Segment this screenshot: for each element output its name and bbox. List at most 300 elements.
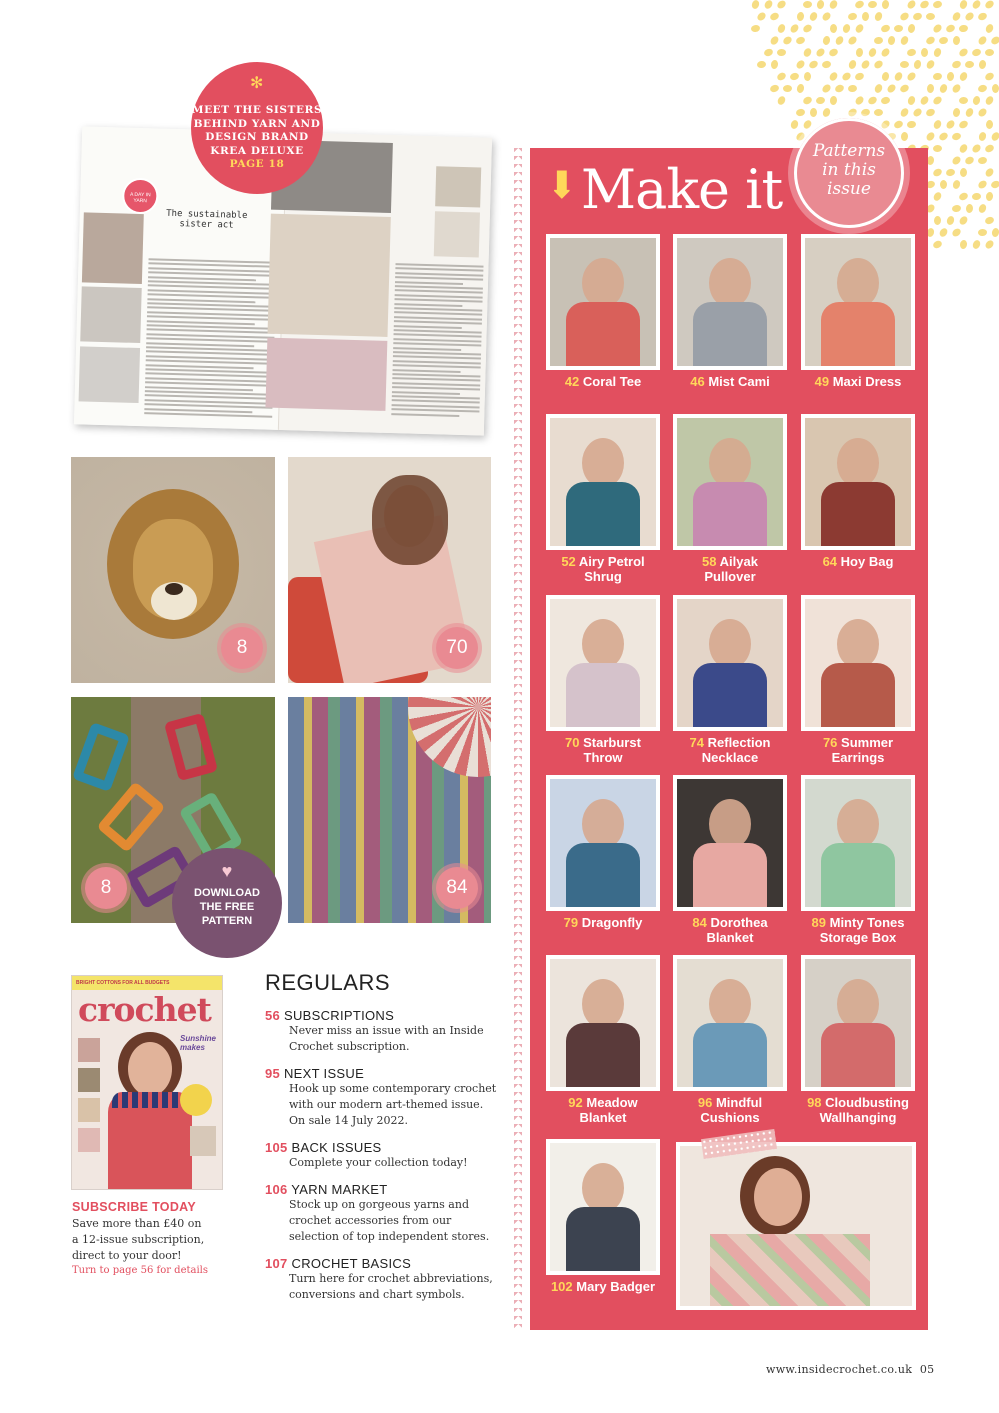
spread-title: The sustainable sister act <box>166 208 248 231</box>
regular-description-line: On sale 14 July 2022. <box>289 1114 409 1127</box>
dot <box>802 95 813 105</box>
dot <box>874 109 883 116</box>
regular-page-number: 105 <box>265 1140 288 1155</box>
dot <box>925 59 936 70</box>
text-line <box>394 325 462 329</box>
pattern-name: Dragonfly <box>581 915 643 930</box>
dot <box>952 107 961 117</box>
page-flower-badge: 8 <box>85 867 127 909</box>
badge-line: BEHIND YARN AND <box>193 117 321 130</box>
dot <box>810 108 818 117</box>
dot <box>971 143 982 154</box>
pattern-caption <box>546 374 660 389</box>
pattern-name: Ailyak <box>719 554 758 569</box>
dot <box>842 23 851 34</box>
pattern-page-number: 79 <box>563 915 579 930</box>
download-line: THE FREE <box>199 901 255 913</box>
dot <box>847 35 858 46</box>
regular-description-line: selection of top independent stores. <box>289 1230 490 1243</box>
dot <box>932 167 943 178</box>
dot <box>763 48 774 58</box>
pattern-card[interactable] <box>673 234 787 389</box>
pattern-photo <box>546 414 660 550</box>
pattern-photo <box>673 234 787 370</box>
text-line <box>393 347 461 351</box>
dot <box>907 120 917 128</box>
regulars-heading: REGULARS <box>265 970 391 995</box>
pattern-photo <box>546 1139 660 1275</box>
dot <box>991 227 999 237</box>
regular-name: NEXT ISSUE <box>283 1066 365 1081</box>
dot <box>951 60 962 70</box>
pattern-card[interactable] <box>801 955 915 1125</box>
dot <box>951 132 962 141</box>
regular-item[interactable] <box>265 1182 505 1245</box>
dot <box>821 60 831 69</box>
regular-description-line: crochet accessories from our <box>289 1214 452 1227</box>
dot <box>990 35 999 46</box>
dot <box>803 1 813 9</box>
dot <box>959 97 968 104</box>
dot <box>854 23 865 34</box>
subscribe-link[interactable]: Turn to page 56 for details <box>72 1265 209 1276</box>
regular-description <box>265 1081 505 1129</box>
pattern-name-line2: Pullover <box>704 569 756 584</box>
pattern-card[interactable] <box>801 234 915 389</box>
regular-name: YARN MARKET <box>291 1182 388 1197</box>
dot <box>802 23 813 34</box>
pattern-caption <box>801 1095 915 1125</box>
dot <box>899 11 910 22</box>
text-line <box>391 413 459 417</box>
dot <box>907 95 917 106</box>
cover-title: crochet <box>78 990 211 1029</box>
dot <box>874 11 884 22</box>
dot <box>777 49 787 57</box>
regular-description <box>265 1155 505 1171</box>
dot <box>933 47 943 58</box>
pattern-card[interactable] <box>546 595 660 765</box>
regular-page-number: 56 <box>265 1008 281 1023</box>
regular-item[interactable] <box>265 1066 505 1129</box>
pattern-page-number: 96 <box>697 1095 713 1110</box>
subscribe-line: direct to your door! <box>72 1249 182 1262</box>
dot <box>906 71 917 82</box>
regular-title <box>265 1066 505 1081</box>
pattern-card[interactable] <box>546 414 660 584</box>
text-line <box>395 281 463 285</box>
badge-line: KREA DELUXE <box>210 144 304 157</box>
dot <box>977 84 988 93</box>
dot <box>951 227 962 238</box>
dot <box>804 72 811 81</box>
dot <box>971 239 981 250</box>
regular-item[interactable] <box>265 1008 505 1055</box>
pattern-page-number: 70 <box>565 735 580 750</box>
pattern-card[interactable] <box>801 595 915 765</box>
dot <box>860 59 871 70</box>
dot <box>934 216 941 225</box>
pattern-card[interactable] <box>673 955 787 1125</box>
dot <box>985 192 993 202</box>
pattern-name: Starburst <box>583 735 641 750</box>
dot <box>770 60 778 70</box>
pattern-page-number: 58 <box>702 554 717 569</box>
pattern-card[interactable] <box>546 1139 660 1294</box>
dot <box>977 179 988 190</box>
basket-photo <box>434 211 480 257</box>
dot <box>958 47 969 58</box>
pattern-photo <box>673 414 787 550</box>
regular-title <box>265 1256 505 1271</box>
dot <box>925 35 936 45</box>
dot <box>763 0 774 10</box>
dot <box>932 239 943 249</box>
pattern-card[interactable] <box>801 775 915 945</box>
dot <box>958 71 968 82</box>
dot <box>964 155 975 165</box>
subscribe-line: Save more than £40 on <box>72 1217 202 1230</box>
text-line <box>395 268 483 272</box>
dot <box>880 24 891 34</box>
dot <box>841 71 852 82</box>
dot <box>932 119 942 130</box>
dot <box>938 131 949 142</box>
pattern-name: Mist Cami <box>708 374 770 389</box>
lion-photo[interactable] <box>71 457 275 683</box>
pattern-name: Mindful <box>715 1095 763 1110</box>
pattern-caption <box>546 1279 660 1294</box>
dot <box>751 0 760 10</box>
dot <box>848 84 858 92</box>
pattern-photo <box>673 955 787 1091</box>
dot <box>984 23 994 34</box>
dot <box>919 0 930 10</box>
dot <box>964 11 975 22</box>
dot <box>990 180 999 190</box>
dot <box>881 71 890 81</box>
pattern-name-line2: Wallhanging <box>819 1110 897 1125</box>
dot <box>802 119 813 130</box>
dot <box>821 83 832 94</box>
page-flower-badge: 8 <box>221 627 263 669</box>
dot <box>789 23 800 34</box>
dot <box>802 47 812 58</box>
pattern-photo <box>801 775 915 911</box>
dot <box>873 83 883 94</box>
pattern-caption <box>673 735 787 765</box>
page-flower-badge: 84 <box>436 867 478 909</box>
pattern-card[interactable] <box>673 775 787 945</box>
dot <box>945 119 956 130</box>
dot <box>901 132 909 142</box>
dot <box>933 72 943 80</box>
subscribe-heading[interactable]: SUBSCRIBE TODAY <box>72 1200 196 1214</box>
pattern-page-number: 49 <box>814 374 830 389</box>
pattern-name-line2: Blanket <box>706 930 754 945</box>
dot <box>834 83 845 93</box>
pattern-name-line2: Storage Box <box>819 930 897 945</box>
pattern-card[interactable] <box>546 234 660 389</box>
pattern-name: Hoy Bag <box>840 554 894 569</box>
dot <box>990 131 999 142</box>
dot <box>854 0 865 10</box>
pattern-caption <box>673 915 787 945</box>
dot <box>776 71 787 82</box>
dot <box>899 83 910 93</box>
heart-icon: ♥ <box>221 861 233 881</box>
pattern-page-number: 98 <box>807 1095 822 1110</box>
spread-right-page <box>279 132 492 436</box>
dot <box>847 12 857 21</box>
pattern-card[interactable] <box>546 955 660 1125</box>
dot <box>881 0 889 9</box>
dot <box>919 95 930 106</box>
pattern-name-line2: Throw <box>583 750 623 765</box>
pattern-photo <box>546 955 660 1091</box>
dot <box>795 108 805 117</box>
dot <box>808 11 818 22</box>
dot <box>855 48 863 58</box>
pattern-page-number: 46 <box>690 374 705 389</box>
dot <box>965 61 975 69</box>
dot <box>899 107 910 118</box>
dot <box>932 0 943 9</box>
dot <box>874 36 884 44</box>
feature-badge[interactable] <box>191 62 323 194</box>
dot <box>815 96 825 104</box>
dot <box>958 119 969 130</box>
text-line <box>394 303 462 307</box>
dot <box>984 167 995 178</box>
pattern-name: Meadow <box>586 1095 638 1110</box>
dot <box>932 95 943 106</box>
sisters-photo <box>82 212 144 284</box>
dot <box>985 49 994 56</box>
dot <box>971 0 982 10</box>
dot <box>958 191 969 201</box>
dot <box>796 12 804 22</box>
dot <box>951 83 962 94</box>
dot <box>992 84 999 93</box>
pattern-name-line2: Shrug <box>584 569 622 584</box>
dot <box>834 35 845 46</box>
regular-description <box>265 1197 505 1245</box>
magazine-cover[interactable] <box>71 975 223 1190</box>
pattern-caption <box>546 554 660 584</box>
dot <box>880 47 891 58</box>
pattern-card[interactable] <box>801 414 915 569</box>
pattern-card[interactable] <box>546 775 660 930</box>
regular-description <box>265 1271 505 1303</box>
regular-title <box>265 1182 505 1197</box>
pit-line: in this <box>822 160 876 180</box>
dot <box>978 229 988 237</box>
dot <box>951 204 961 213</box>
download-line: DOWNLOAD <box>194 887 260 899</box>
regular-description-line: conversions and chart symbols. <box>289 1288 465 1301</box>
pattern-caption <box>673 1095 787 1125</box>
pattern-photo <box>546 595 660 731</box>
pattern-photo <box>801 955 915 1091</box>
dot <box>925 108 936 118</box>
dot <box>828 71 839 82</box>
pit-line: Patterns <box>812 141 886 161</box>
regular-description-line: with our modern art-themed issue. <box>289 1098 484 1111</box>
dot <box>893 71 904 82</box>
dot <box>757 60 767 68</box>
dot <box>880 96 891 105</box>
pattern-photo <box>673 775 787 911</box>
download-line: PATTERN <box>201 915 253 927</box>
dot <box>933 145 942 152</box>
woman-blanket-photo[interactable] <box>288 457 491 683</box>
dot <box>900 61 909 68</box>
dot <box>894 25 903 33</box>
pattern-caption <box>801 735 915 765</box>
regular-name: SUBSCRIPTIONS <box>283 1008 395 1023</box>
dot <box>769 11 780 21</box>
dot <box>978 59 987 69</box>
pattern-page-number: 89 <box>811 915 826 930</box>
regular-description-line: Complete your collection today! <box>289 1156 468 1169</box>
pattern-name: Airy Petrol <box>578 554 645 569</box>
dot <box>912 107 923 118</box>
dot <box>964 107 974 118</box>
dot <box>750 24 760 33</box>
pattern-name-line2: Earrings <box>831 750 885 765</box>
dot <box>796 83 805 94</box>
zigzag-divider <box>514 148 522 1328</box>
text-line <box>394 312 482 316</box>
pattern-photo <box>546 234 660 370</box>
dot <box>776 95 786 106</box>
dot <box>893 119 904 129</box>
pattern-name: Reflection <box>707 735 771 750</box>
dot <box>828 0 838 10</box>
woman-granny-square-photo[interactable] <box>676 1142 916 1310</box>
pattern-name: Minty Tones <box>829 915 905 930</box>
dot <box>984 143 995 153</box>
rug-photo[interactable] <box>288 697 491 923</box>
bowl-photo <box>435 166 481 207</box>
dot <box>906 0 917 10</box>
dot <box>978 131 987 142</box>
pit-line: issue <box>827 179 871 199</box>
regular-name: BACK ISSUES <box>291 1140 382 1155</box>
footer-url[interactable]: www.insidecrochet.co.uk <box>766 1363 913 1376</box>
dot <box>816 0 825 10</box>
dot <box>921 48 928 57</box>
text-line <box>393 369 461 373</box>
pattern-page-number: 76 <box>822 735 838 750</box>
dot <box>912 12 923 21</box>
dot <box>769 84 780 94</box>
dot <box>830 24 837 33</box>
pattern-caption <box>546 1095 660 1125</box>
regular-item[interactable] <box>265 1140 505 1171</box>
dot <box>867 95 878 106</box>
regular-item[interactable] <box>265 1256 505 1303</box>
dot <box>986 120 993 129</box>
sparkle-icon: ✻ <box>249 73 264 92</box>
dot <box>951 11 962 22</box>
regular-description-line: Crochet subscription. <box>289 1040 410 1053</box>
regular-description-line: Turn here for crochet abbreviations, <box>289 1272 493 1285</box>
regular-description-line: Never miss an issue with an Inside <box>289 1024 484 1037</box>
dot <box>848 59 858 70</box>
cover-band: BRIGHT COTTONS FOR ALL BUDGETS <box>72 976 222 990</box>
dot <box>952 179 961 190</box>
pattern-page-number: 64 <box>822 554 838 569</box>
badge-line: MEET THE SISTERS <box>191 104 323 116</box>
bunny-dolls-photo <box>268 214 391 337</box>
pattern-page-number: 52 <box>561 554 576 569</box>
pattern-name: Dorothea <box>710 915 768 930</box>
regular-name: CROCHET BASICS <box>291 1256 412 1271</box>
pattern-photo <box>673 595 787 731</box>
download-free-pattern-badge[interactable] <box>172 848 282 958</box>
dot <box>795 59 806 70</box>
pattern-caption <box>673 554 787 584</box>
pattern-page-number: 42 <box>564 374 580 389</box>
dot <box>783 85 792 92</box>
badge-page: PAGE 18 <box>229 158 285 170</box>
dot <box>958 143 969 154</box>
pattern-name: Summer <box>841 735 894 750</box>
dot <box>815 47 826 58</box>
dot <box>946 215 956 226</box>
dot <box>978 203 988 214</box>
dot <box>795 36 806 46</box>
pattern-caption <box>546 915 660 930</box>
dot <box>828 47 839 57</box>
dot <box>821 11 832 22</box>
dot <box>873 59 884 70</box>
dot <box>808 59 819 70</box>
dot <box>913 59 922 70</box>
page-number: 05 <box>919 1363 935 1376</box>
subscribe-promo <box>72 1200 242 1278</box>
dot <box>782 35 793 46</box>
pattern-photo <box>801 595 915 731</box>
pattern-caption <box>673 374 787 389</box>
dot <box>984 239 995 250</box>
badge-line: DESIGN BRAND <box>205 131 309 143</box>
subscribe-body <box>72 1216 242 1264</box>
dot <box>960 168 967 177</box>
dot <box>938 36 948 45</box>
pattern-caption <box>801 374 915 389</box>
dot <box>867 47 877 58</box>
pattern-name-line2: Blanket <box>579 1110 627 1125</box>
pink-yarn-photo <box>265 338 387 411</box>
page-flower-badge: 70 <box>436 627 478 669</box>
pattern-name: Coral Tee <box>582 374 642 389</box>
dot <box>790 119 799 130</box>
cover-tagline: Sunshine makes <box>180 1034 217 1052</box>
dot <box>926 13 935 20</box>
dot <box>887 35 895 45</box>
pattern-card[interactable] <box>673 414 787 584</box>
dot <box>984 216 995 226</box>
pattern-name: Cloudbusting <box>825 1095 909 1110</box>
pattern-photo <box>546 775 660 911</box>
dot <box>972 95 981 105</box>
make-it-title <box>546 158 782 221</box>
dot <box>959 24 969 32</box>
pattern-card[interactable] <box>673 595 787 765</box>
